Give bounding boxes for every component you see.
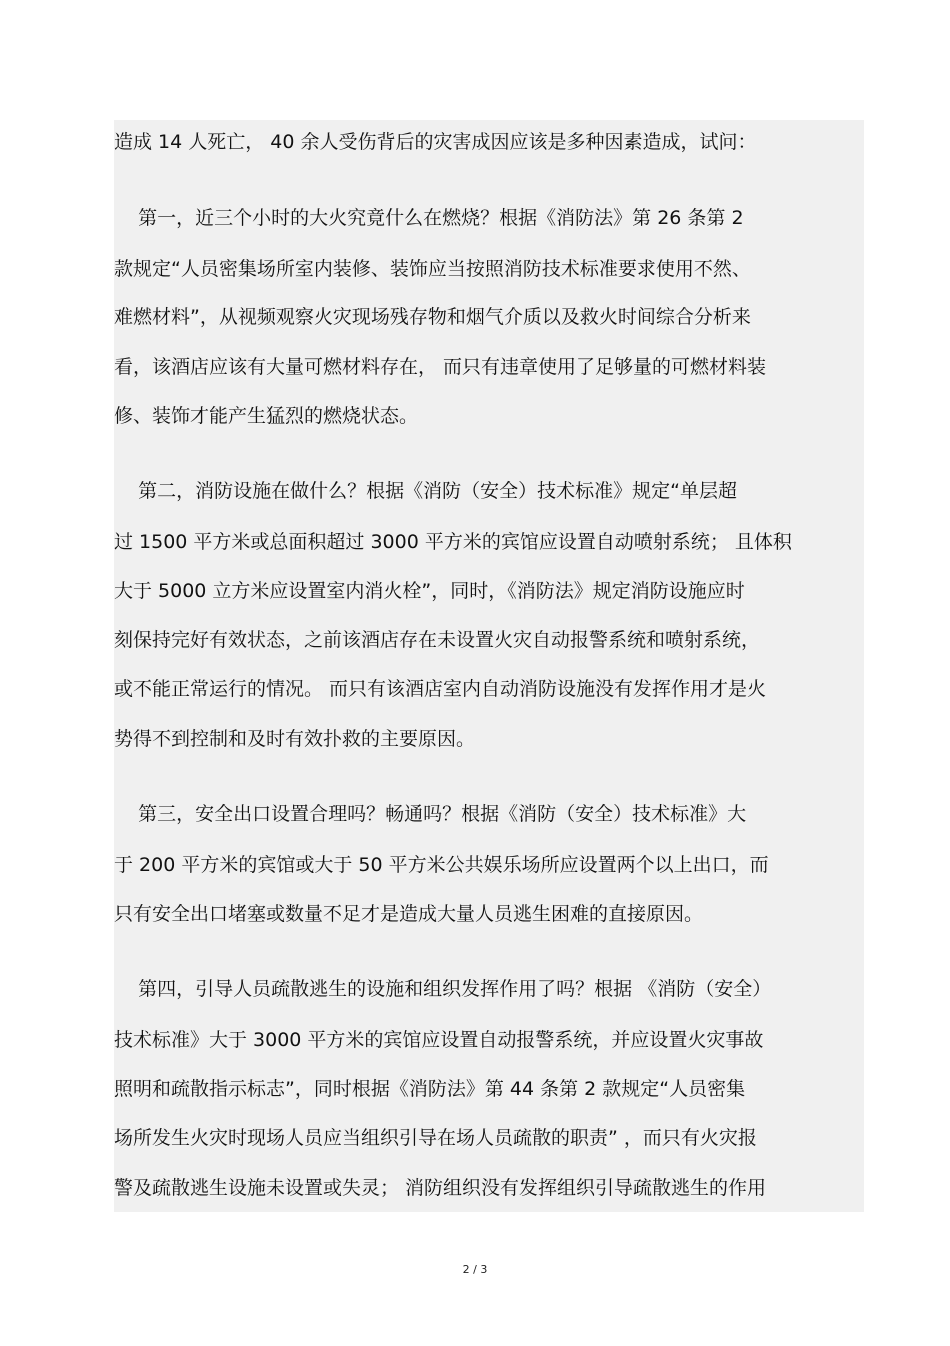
document-text-panel: [114, 120, 864, 1212]
text-line: 第二，消防设施在做什么？根据《消防（安全）技术标准》规定“单层超: [114, 480, 738, 502]
text-line: 刻保持完好有效状态，之前该酒店存在未设置火灾自动报警系统和喷射系统，: [114, 629, 761, 651]
text-line: 过 1500 平方米或总面积超过 3000 平方米的宾馆应设置自动喷射系统； 且体积: [114, 531, 792, 553]
text-line: 难燃材料”，从视频观察火灾现场残存物和烟气介质以及救火时间综合分析来: [114, 306, 751, 328]
page-number: 2 / 3: [462, 1263, 488, 1276]
text-line: 修、装饰才能产生猛烈的燃烧状态。: [114, 405, 419, 427]
text-line: 只有安全出口堵塞或数量不足才是造成大量人员逃生困难的直接原因。: [114, 903, 704, 925]
text-line: 势得不到控制和及时有效扑救的主要原因。: [114, 728, 476, 750]
text-line: 于 200 平方米的宾馆或大于 50 平方米公共娱乐场所应设置两个以上出口，而: [114, 854, 769, 876]
text-line: 造成 14 人死亡， 40 余人受伤背后的灾害成因应该是多种因素造成，试问：: [114, 131, 757, 153]
text-line: 场所发生火灾时现场人员应当组织引导在场人员疏散的职责” ，而只有火灾报: [114, 1127, 757, 1149]
text-line: 看，该酒店应该有大量可燃材料存在， 而只有违章使用了足够量的可燃材料装: [114, 356, 767, 378]
text-line: 或不能正常运行的情况。 而只有该酒店室内自动消防设施没有发挥作用才是火: [114, 678, 767, 700]
text-line: 技术标准》大于 3000 平方米的宾馆应设置自动报警系统，并应设置火灾事故: [114, 1029, 764, 1051]
text-line: 照明和疏散指示标志”，同时根据《消防法》第 44 条第 2 款规定“人员密集: [114, 1078, 746, 1100]
text-line: 第一，近三个小时的大火究竟什么在燃烧？根据《消防法》第 26 条第 2: [114, 207, 744, 229]
text-line: 第四，引导人员疏散逃生的设施和组织发挥作用了吗？根据 《消防（安全）: [114, 978, 772, 1000]
text-line: 大于 5000 立方米应设置室内消火栓”，同时，《消防法》规定消防设施应时: [114, 580, 745, 602]
text-line: 款规定“人员密集场所室内装修、装饰应当按照消防技术标准要求使用不然、: [114, 258, 751, 280]
text-line: 第三，安全出口设置合理吗？畅通吗？根据《消防（安全）技术标准》大: [114, 803, 747, 825]
text-line: 警及疏散逃生设施未设置或失灵； 消防组织没有发挥组织引导疏散逃生的作用: [114, 1177, 767, 1199]
